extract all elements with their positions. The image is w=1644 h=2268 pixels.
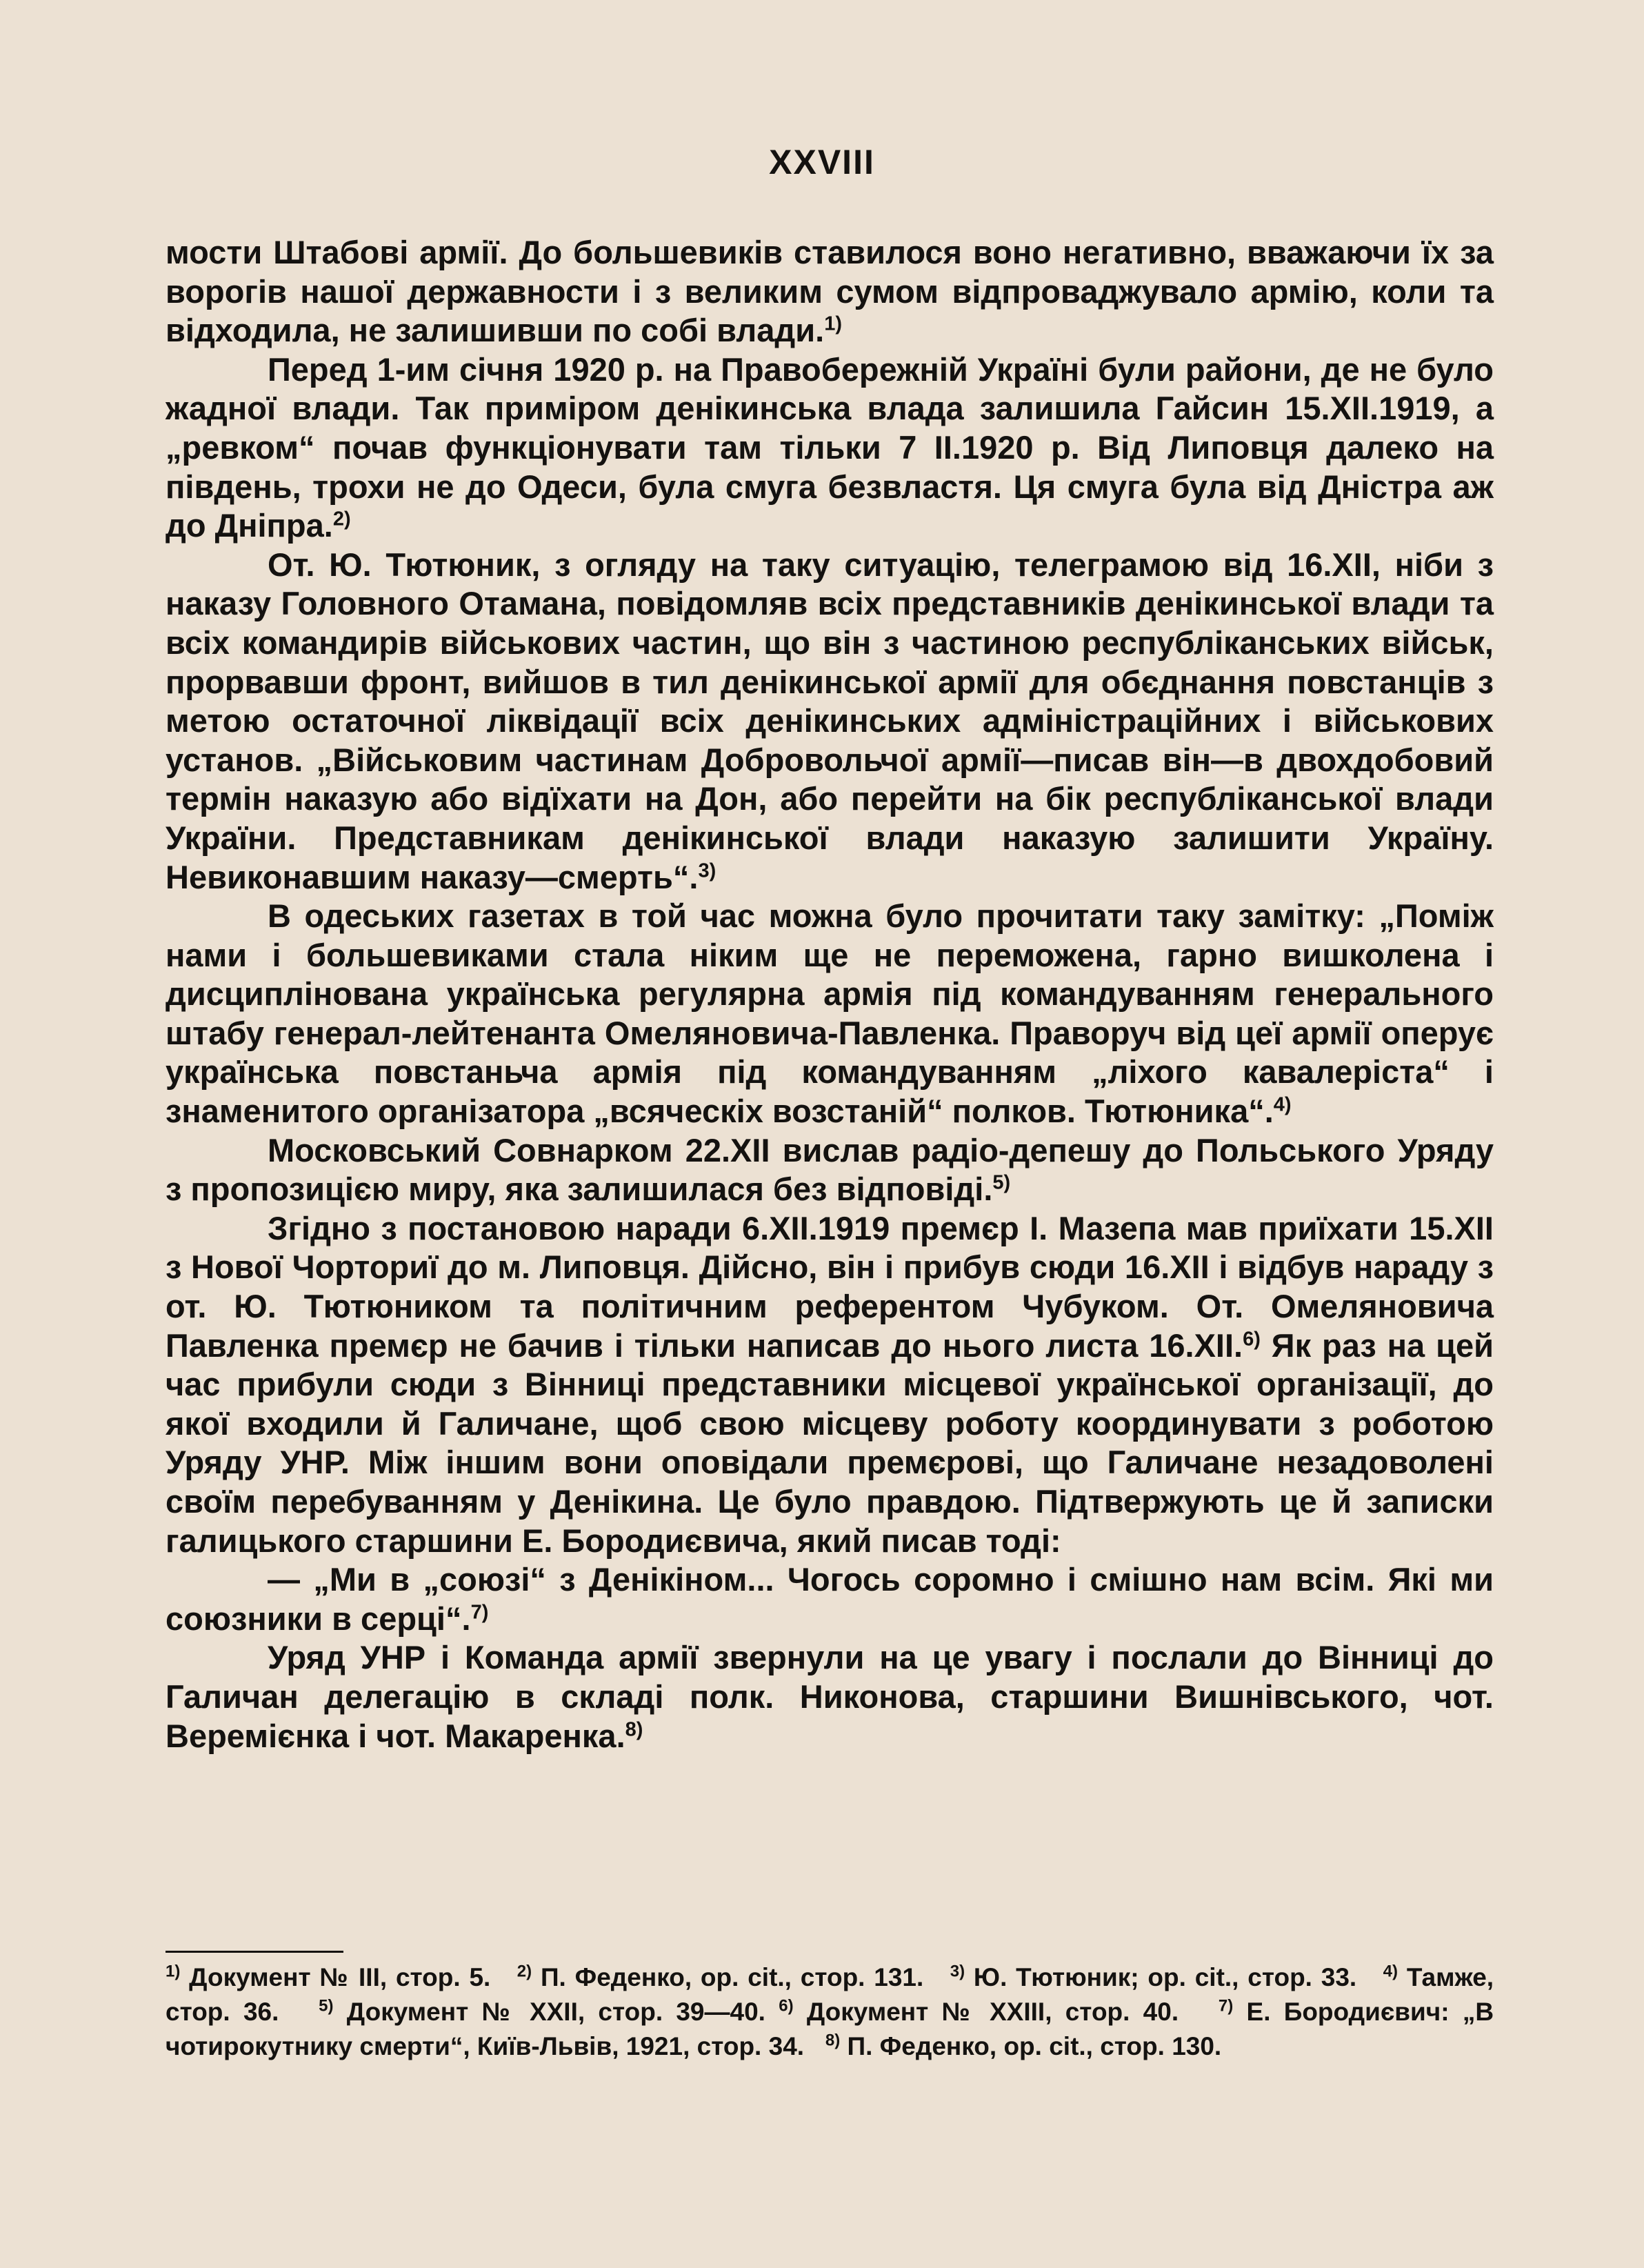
paragraph — [166, 233, 1494, 350]
footnote-text: Е. Бородиєвич: „В чотирокутнику смерти“, Київ-Львів, 1921, стор. 34. — [166, 1998, 1494, 2060]
footnote-ref: 2) — [332, 508, 351, 530]
footnotes — [166, 1960, 1494, 2064]
footnote-ref: 1) — [824, 312, 842, 335]
paragraph — [166, 897, 1494, 1131]
paragraph-text-continued: Як раз на цей час прибули сюди з Вінниці представники місцевої української організації, до якої входили й Галичане, щоб свою місцеву роботу координувати з роботою Уряду УНР. Між іншим вони оповідали премєрові, що Галичане незадоволені своїм перебуванням у Денікина. Це було правдою. Підтвержують це й записки галицького старшини Е. Бородиєвича, який писав тоді: — [166, 1326, 1494, 1559]
footnote-text: Документ № XXII, стор. 39—40. — [346, 1998, 765, 2026]
footnote-number: 4) — [1383, 1962, 1399, 1981]
footnote-ref: 8) — [625, 1718, 643, 1740]
paragraph — [166, 1131, 1494, 1209]
footnote — [166, 1963, 490, 1991]
footnote-text: П. Феденко, op. cit., стор. 130. — [847, 2032, 1222, 2060]
footnote-ref: 7) — [470, 1601, 489, 1624]
paragraph-text: Московський Совнарком 22.XII вислав радіо-депешу до Польського Уряду з пропозицією миру, яка залишилася без відповіді. — [166, 1131, 1494, 1208]
paragraph — [166, 350, 1494, 546]
paragraph-text: Перед 1-им січня 1920 р. на Правобережній Україні були райони, де не було жадної влади. Так приміром денікинська влада залишила Гайсин 15.XII.1919, а „ревком“ почав функціонувати там тільки 7 II.1920 р. Від Липовця далеко на південь, трохи не до Одеси, була смуга безвластя. Ця смуга була від Дністра аж до Дніпра. — [166, 350, 1494, 544]
footnote-text: Документ № XXIII, стор. 40. — [806, 1998, 1179, 2026]
body-text — [166, 233, 1494, 1755]
footnote-text: Тамже, стор. 36. — [166, 1963, 1494, 2026]
paragraph-text: От. Ю. Тютюник, з огляду на таку ситуацію, телеграмою від 16.XII, ніби з наказу Головного Отамана, повідомляв всіх представників денікинської влади та всіх командирів військових частин, що він з частиною республіканських військ, прорвавши фронт, вийшов в тил денікинської армії для обєднання повстанців з метою остаточної ліквідації всіх денікинських адміністраційних і військових установ. „Військовим частинам Добровольчої армії—писав він—в двохдобовий термін наказую або відїхати на Дон, або перейти на бік республіканської влади України. Представникам денікинської влади наказую залишити Україну. Невиконавшим наказу—смерть“. — [166, 546, 1494, 895]
paragraph — [166, 1209, 1494, 1560]
footnote-ref: 5) — [992, 1171, 1011, 1194]
paragraph-text: Уряд УНР і Команда армії звернули на це увагу і послали до Вінниці до Галичан делегацію в складі полк. Никонова, старшини Вишнівського, чот. Веремієнка і чот. Макаренка. — [166, 1639, 1494, 1754]
paragraph-text: мости Штабові армії. До большевиків ставилося воно негативно, вважаючи їх за ворогів нашої державности і з великим сумом відпроваджувало армію, коли та відходила, не залишивши по собі влади. — [166, 234, 1494, 349]
footnote-text: Ю. Тютюник; op. cit., стор. 33. — [973, 1963, 1357, 1991]
paragraph — [166, 546, 1494, 897]
footnote — [517, 1963, 924, 1991]
footnote-text: Документ № III, стор. 5. — [189, 1963, 491, 1991]
quote-text: — „Ми в „союзі“ з Денікіном... Чогось соромно і смішно нам всім. Які ми союзники в серці“. — [166, 1561, 1494, 1637]
footnote-number: 3) — [950, 1962, 965, 1981]
footnote-number: 1) — [166, 1962, 181, 1981]
footnote-ref: 4) — [1273, 1093, 1292, 1116]
paragraph — [166, 1638, 1494, 1755]
footnote-text: П. Феденко, op. cit., стор. 131. — [540, 1963, 924, 1991]
footnote — [779, 1998, 1179, 2026]
footnote-divider — [166, 1951, 343, 1953]
page-number: XXVIII — [769, 143, 875, 181]
footnote — [319, 1998, 765, 2026]
footnote-number: 8) — [825, 2031, 841, 2050]
paragraph-text: Згідно з постановою наради 6.XII.1919 премєр І. Мазепа мав приїхати 15.XII з Нової Чорториї до м. Липовця. Дійсно, він і прибув сюди 16.XII і відбув нараду з от. Ю. Тютюником та політичним референтом Чубуком. От. Омеляновича Павленка премєр не бачив і тільки написав до нього листа 16.XII. — [166, 1209, 1494, 1364]
paragraph-text: В одеських газетах в той час можна було прочитати таку замітку: „Поміж нами і большевиками стала ніким ще не переможена, гарно вишколена і дисциплінована українська регулярна армія під командуванням генерального штабу генерал-лейтенанта Омеляновича-Павленка. Праворуч від цеї армії оперує українська повстаньча армія під командуванням „ліхого кавалеріста“ і знаменитого організатора „всяческіх возстаній“ полков. Тютюника“. — [166, 897, 1494, 1130]
footnote-number: 7) — [1218, 1996, 1234, 2016]
footnote-number: 6) — [779, 1996, 794, 2016]
quote-paragraph — [166, 1560, 1494, 1638]
footnote — [825, 2032, 1221, 2060]
footnote-number: 5) — [319, 1996, 334, 2016]
footnote — [950, 1963, 1356, 1991]
footnote-number: 2) — [517, 1962, 532, 1981]
footnote-ref: 3) — [698, 859, 716, 882]
footnote-ref: 6) — [1243, 1327, 1261, 1350]
